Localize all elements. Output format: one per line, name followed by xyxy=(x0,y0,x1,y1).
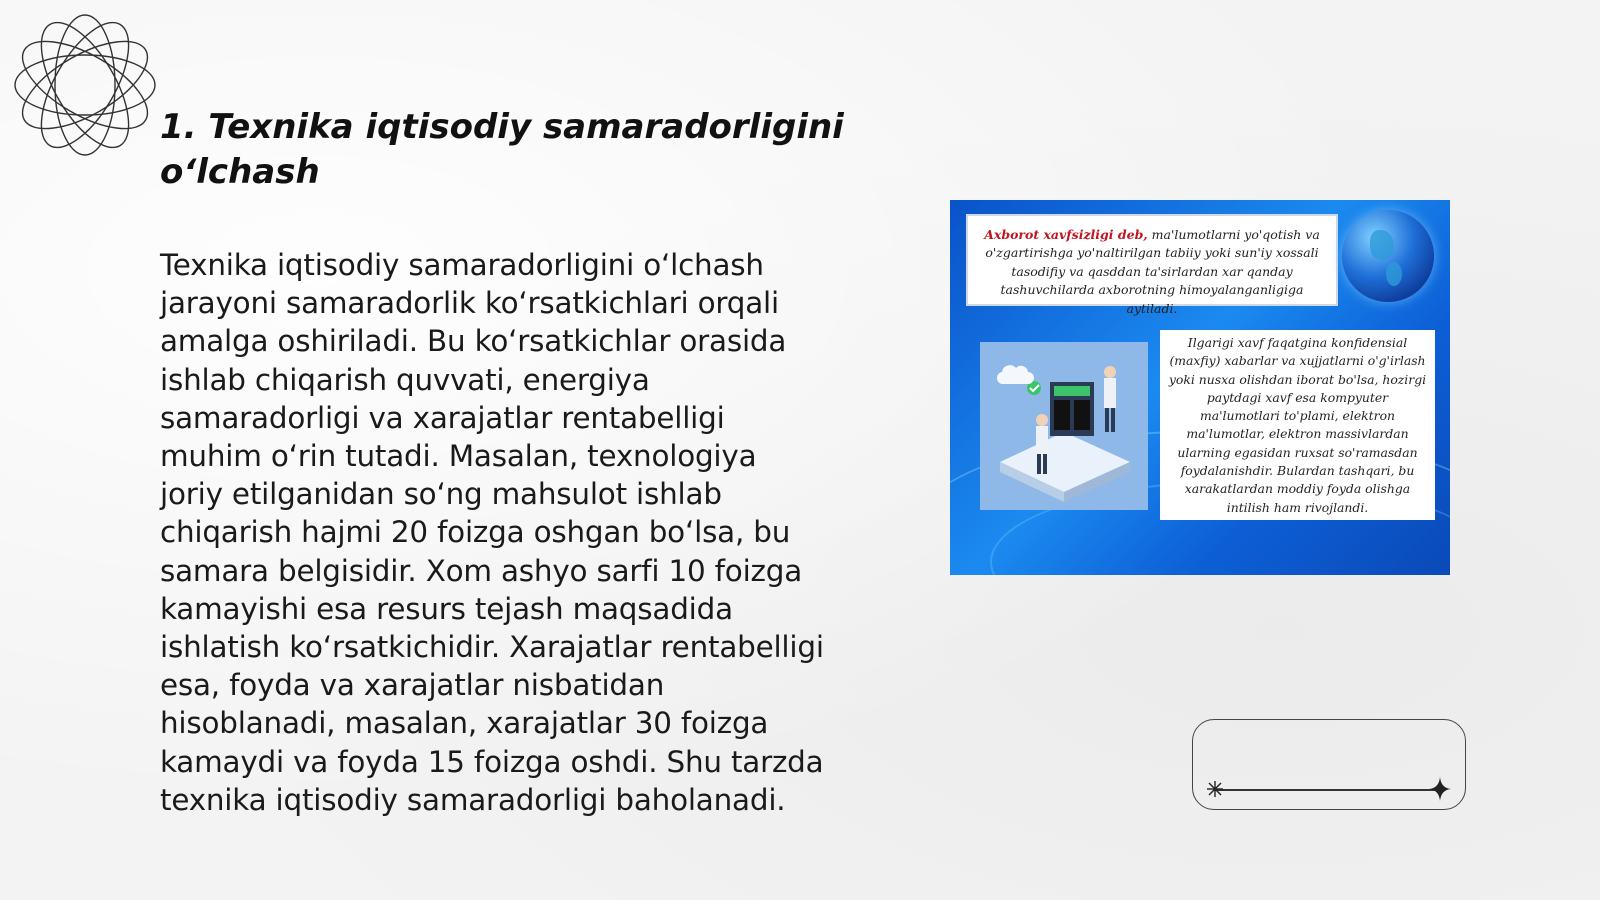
decorative-frame xyxy=(1192,719,1466,810)
body-line: muhim o‘rin tutadi. Masalan, texnologiya xyxy=(160,439,757,474)
threat-text: foydalanishdir. Bulardan tashqari, bu xyxy=(1180,463,1415,479)
body-line: hisoblanadi, masalan, xarajatlar 30 foizga xyxy=(160,706,769,741)
body-line: samara belgisidir. Xom ashyo sarfi 10 foizga xyxy=(160,553,803,588)
body-line: chiqarish hajmi 20 foizga oshgan bo‘lsa, bu xyxy=(160,515,791,550)
threat-text: yoki nusxa olishdan iborat bo'lsa, hozirgi xyxy=(1168,371,1427,387)
body-line: amalga oshiriladi. Bu ko‘rsatkichlar orasida xyxy=(160,324,787,359)
page-title xyxy=(160,105,880,195)
definition-highlight: Axborot xavfsizligi deb, xyxy=(984,227,1148,242)
body-line: texnika iqtisodiy samaradorligi baholanadi. xyxy=(160,782,786,817)
threat-text: ularning egasidan ruxsat so'ramasdan xyxy=(1177,444,1418,460)
definition-text: o'zgartirishga yo'naltirilgan tabiiy yoki sun'iy xossali xyxy=(985,245,1319,261)
body-line: ishlatish ko‘rsatkichidir. Xarajatlar rentabelligi xyxy=(160,630,824,665)
definition-box xyxy=(966,214,1338,316)
threat-text: paytdagi xavf esa kompyuter xyxy=(1206,389,1389,405)
definition-text: tasodifiy va qasddan ta'sirlardan xar qanday xyxy=(1011,263,1293,279)
title-line-2: o‘lchash xyxy=(160,152,320,192)
globe-icon xyxy=(1342,210,1434,302)
body-line: esa, foyda va xarajatlar nisbatidan xyxy=(160,668,665,703)
body-line: kamayishi esa resurs tejash maqsadida xyxy=(160,591,733,626)
body-line: samaradorligi va xarajatlar rentabelligi xyxy=(160,400,725,435)
body-line: jarayoni samaradorlik ko‘rsatkichlari orqali xyxy=(160,286,779,321)
threat-description-box xyxy=(1160,330,1435,520)
definition-text: tashuvchilarda axborotning himoyalanganligiga aytiladi. xyxy=(1000,282,1304,316)
threat-text: ma'lumotlari to'plami, elektron xyxy=(1199,408,1396,424)
body-line: ishlab chiqarish quvvati, energiya xyxy=(160,362,650,397)
title-line-1: 1. Texnika iqtisodiy samaradorligini xyxy=(160,107,844,147)
sparkle-star-icon xyxy=(1207,781,1223,797)
body-line: joriy etilganidan so‘ng mahsulot ishlab xyxy=(160,477,722,512)
infosec-slide-image xyxy=(950,200,1450,575)
body-line: kamaydi va foyda 15 foizga oshdi. Shu tarzda xyxy=(160,744,824,779)
threat-text: intilish ham rivojlandi. xyxy=(1226,499,1369,515)
threat-text: xarakatlardan moddiy foyda olishga xyxy=(1184,481,1411,497)
threat-text: ma'lumotlar, elektron massivlardan xyxy=(1186,426,1409,442)
threat-text: (maxfiy) xabarlar va xujjatlarni o'g'irlash xyxy=(1169,353,1426,369)
cross-star-icon xyxy=(1429,777,1451,801)
threat-text: Ilgarigi xavf faqatgina konfidensial xyxy=(1187,335,1408,350)
orbital-rings-logo-icon xyxy=(10,10,160,160)
definition-text: ma'lumotlarni yo'qotish va xyxy=(1147,227,1320,242)
security-illustration-icon xyxy=(980,342,1148,510)
decorative-line xyxy=(1215,789,1439,791)
body-paragraph xyxy=(160,246,850,819)
body-line: Texnika iqtisodiy samaradorligini o‘lchash xyxy=(160,248,764,282)
